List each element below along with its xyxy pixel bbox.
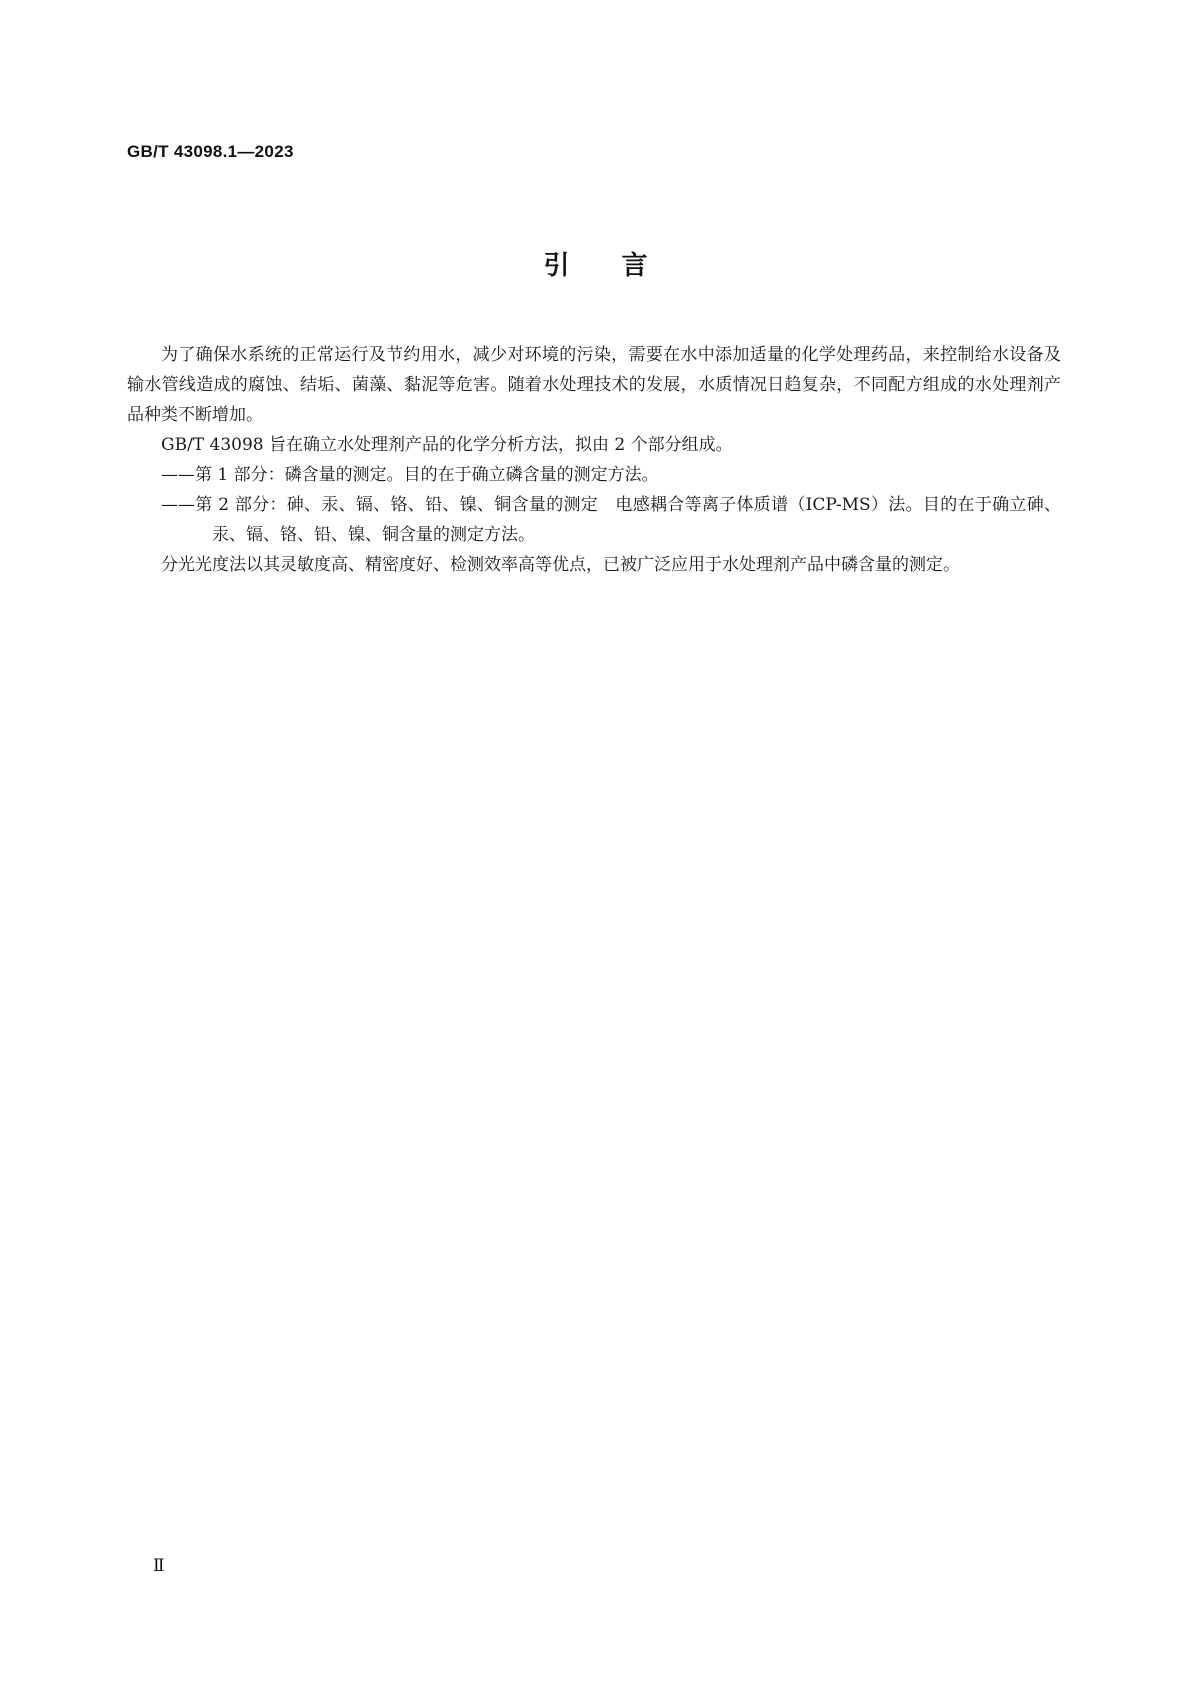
standard-code-header: GB/T 43098.1—2023 — [127, 142, 294, 161]
paragraph-closing: 分光光度法以其灵敏度高、精密度好、检测效率高等优点，已被广泛应用于水处理剂产品中磷含量的测定。 — [161, 555, 960, 575]
introduction-body — [127, 340, 1061, 580]
page-number: Ⅱ — [153, 1556, 165, 1576]
list-item-part-2: ——第 2 部分：砷、汞、镉、铬、铅、镍、铜含量的测定 电感耦合等离子体质谱（ICP-MS）法。目的在于确立砷、汞、镉、铬、铅、镍、铜含量的测定方法。 — [161, 495, 1061, 545]
section-title: 引言 — [543, 251, 700, 281]
paragraph-structure: GB/T 43098 旨在确立水处理剂产品的化学分析方法，拟由 2 个部分组成。 — [161, 435, 733, 455]
paragraph-purpose: 为了确保水系统的正常运行及节约用水，减少对环境的污染，需要在水中添加适量的化学处理药品，来控制给水设备及输水管线造成的腐蚀、结垢、菌藻、黏泥等危害。随着水处理技术的发展，水质情况日趋复杂，不同配方组成的水处理剂产品种类不断增加。 — [127, 345, 1061, 425]
list-item-part-1: ——第 1 部分：磷含量的测定。目的在于确立磷含量的测定方法。 — [161, 465, 659, 485]
